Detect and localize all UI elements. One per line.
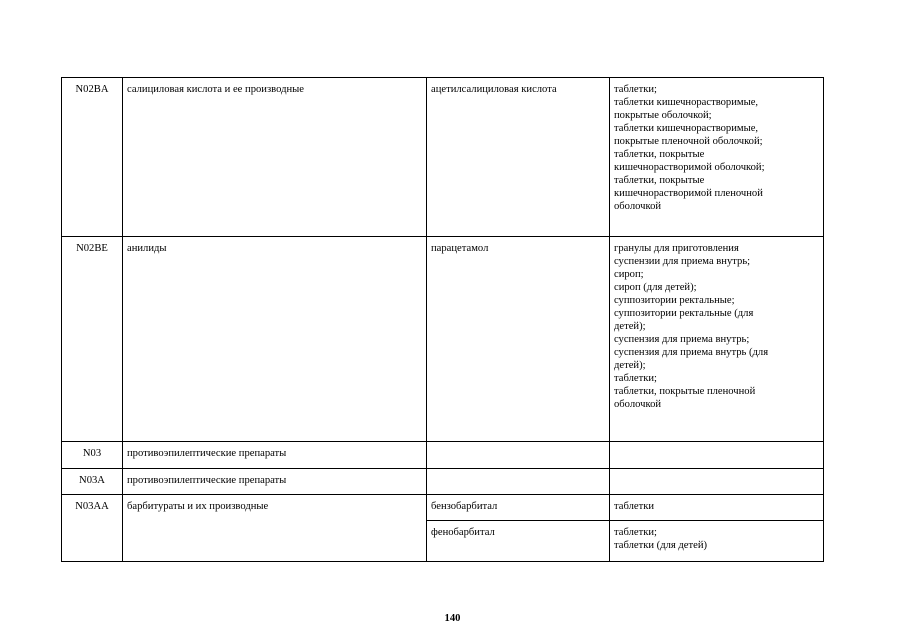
drug-cell: ацетилсалициловая кислота xyxy=(427,78,610,237)
dosage-form-line: таблетки, покрытые xyxy=(614,149,705,160)
dosage-form-line: таблетки; xyxy=(614,84,657,95)
dosage-form-line: таблетки (для детей) xyxy=(614,540,708,551)
dosage-forms-cell xyxy=(610,521,824,562)
group-cell: анилиды xyxy=(123,237,427,442)
drug-cell: фенобарбитал xyxy=(427,521,610,562)
dosage-form-line: сироп (для детей); xyxy=(614,282,697,293)
dosage-form-line: таблетки; xyxy=(614,373,657,384)
dosage-form-line: таблетки; xyxy=(614,527,657,538)
drug-table xyxy=(61,77,824,562)
atc-code-cell: N03A xyxy=(62,469,123,495)
dosage-form-line: сироп; xyxy=(614,269,644,280)
dosage-form-line: таблетки кишечнорастворимые, xyxy=(614,123,759,134)
dosage-forms-cell xyxy=(610,78,824,237)
dosage-form-line: суспензии для приема внутрь; xyxy=(614,256,751,267)
atc-code-cell: N02BA xyxy=(62,78,123,237)
drug-cell xyxy=(427,442,610,469)
table-row xyxy=(62,78,824,237)
table-row xyxy=(62,469,824,495)
group-cell: салициловая кислота и ее производные xyxy=(123,78,427,237)
dosage-form-line: суппозитории ректальные; xyxy=(614,295,735,306)
dosage-form-line: гранулы для приготовления xyxy=(614,243,739,254)
dosage-form-line: таблетки, покрытые xyxy=(614,175,705,186)
group-cell: противоэпилептические препараты xyxy=(123,442,427,469)
dosage-forms-cell xyxy=(610,442,824,469)
dosage-form-line: детей); xyxy=(614,321,646,332)
dosage-form-line: суспензия для приема внутрь; xyxy=(614,334,750,345)
table-row xyxy=(62,237,824,442)
dosage-forms-cell xyxy=(610,495,824,521)
dosage-form-line: таблетки, покрытые пленочной xyxy=(614,386,756,397)
dosage-form-line: таблетки кишечнорастворимые, xyxy=(614,97,759,108)
page-number: 140 xyxy=(444,613,461,624)
table-row xyxy=(62,495,824,521)
dosage-form-line: покрытые пленочной оболочкой; xyxy=(614,136,763,147)
group-cell: противоэпилептические препараты xyxy=(123,469,427,495)
drug-cell: парацетамол xyxy=(427,237,610,442)
drug-cell xyxy=(427,469,610,495)
dosage-form-line: таблетки xyxy=(614,501,655,512)
dosage-form-line: суппозитории ректальные (для xyxy=(614,308,754,319)
atc-code-cell: N02BE xyxy=(62,237,123,442)
dosage-form-line: оболочкой xyxy=(614,201,662,212)
drug-cell: бензобарбитал xyxy=(427,495,610,521)
dosage-forms-cell xyxy=(610,237,824,442)
table-row xyxy=(62,442,824,469)
dosage-form-line: детей); xyxy=(614,360,646,371)
atc-code-cell: N03 xyxy=(62,442,123,469)
dosage-form-line: оболочкой xyxy=(614,399,662,410)
dosage-form-line: суспензия для приема внутрь (для xyxy=(614,347,769,358)
dosage-form-line: кишечнорастворимой оболочкой; xyxy=(614,162,765,173)
dosage-forms-cell xyxy=(610,469,824,495)
dosage-form-line: покрытые оболочкой; xyxy=(614,110,712,121)
group-cell: барбитураты и их производные xyxy=(123,495,427,562)
atc-code-cell: N03AA xyxy=(62,495,123,562)
dosage-form-line: кишечнорастворимой пленочной xyxy=(614,188,763,199)
